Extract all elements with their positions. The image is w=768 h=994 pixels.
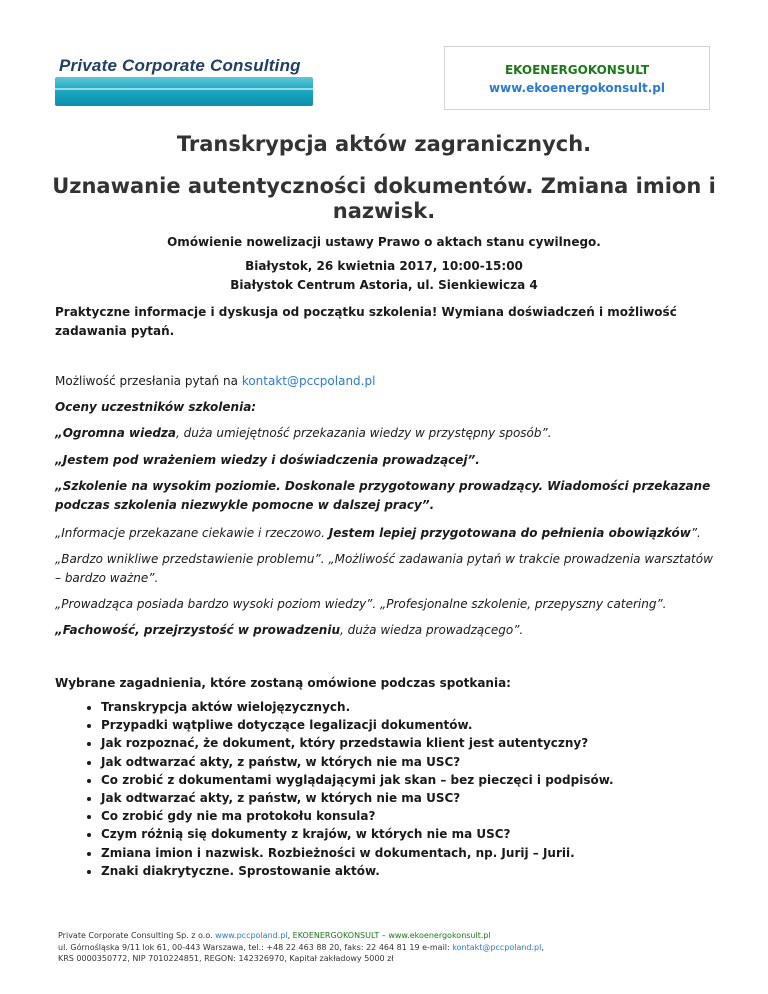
review-3: „Szkolenie na wysokim poziomie. Doskonale przygotowany prowadzący. Wiadomości przekazane podczas szkolenia niezwykle pomocne w dalszej pracy”.: [55, 479, 711, 512]
review-7: [55, 621, 715, 640]
partner-box: [444, 46, 710, 110]
footer-email-link[interactable]: kontakt@pccpoland.pl: [452, 942, 542, 952]
topics-heading: Wybrane zagadnienia, które zostaną omówione podczas spotkania:: [55, 676, 511, 690]
contact-email-link[interactable]: kontakt@pccpoland.pl: [241, 374, 376, 388]
footer-company: Private Corporate Consulting Sp. z o.o.: [58, 931, 216, 940]
logo-text: Private Corporate Consulting: [59, 56, 301, 75]
review-4: [55, 524, 715, 543]
law-subtitle: Omówienie nowelizacji ustawy Prawo o aktach stanu cywilnego.: [167, 235, 601, 249]
list-item: • Czym różnią się dokumenty z krajów, w których nie ma USC?: [101, 825, 761, 843]
questions-line: [55, 372, 715, 391]
footer-line-1: [58, 930, 718, 942]
footer-line-2: [58, 942, 718, 954]
review-5: „Bardzo wnikliwe przedstawienie problemu”. „Możliwość zadawania pytań w trakcie prowadzenia warsztatów – bardzo ważne”.: [55, 552, 713, 585]
logo-wave-graphic: [55, 77, 313, 106]
topics-list: [55, 698, 761, 880]
list-item: • Jak rozpoznać, że dokument, który przedstawia klient jest autentyczny?: [101, 734, 761, 752]
footer-partner: EKOENERGOKONSULT – www.ekoenergokonsult.pl: [292, 931, 491, 940]
review-4-end: ”.: [690, 526, 701, 540]
list-item: • Przypadki wątpliwe dotyczące legalizacji dokumentów.: [101, 716, 761, 734]
review-1-bold: „Ogromna wiedza: [55, 426, 177, 440]
reviews-heading: Oceny uczestników szkolenia:: [55, 400, 257, 414]
partner-name: EKOENERGOKONSULT: [504, 63, 650, 77]
footer-address-end: ,: [541, 942, 544, 952]
list-item: • Jak odtwarzać akty, z państw, w których nie ma USC?: [101, 753, 761, 771]
review-1-rest: , duża umiejętność przekazania wiedzy w przystępny sposób”.: [176, 426, 552, 440]
review-1: [55, 424, 715, 443]
list-item: • Zmiana imion i nazwisk. Rozbieżności w dokumentach, np. Jurij – Jurii.: [101, 844, 761, 862]
list-item: • Znaki diakrytyczne. Sprostowanie aktów.: [101, 862, 761, 880]
footer-site-link[interactable]: www.pccpoland.pl: [215, 931, 288, 940]
list-item: • Jak odtwarzać akty, z państw, w których nie ma USC?: [101, 789, 761, 807]
list-item: • Co zrobić gdy nie ma protokołu konsula?: [101, 807, 761, 825]
header: [55, 46, 710, 110]
review-7-rest: , duża wiedza prowadzącego”.: [340, 623, 524, 637]
footer: [58, 930, 718, 965]
partner-url-link[interactable]: www.ekoenergokonsult.pl: [489, 81, 665, 95]
main-subtitle: Uznawanie autentyczności dokumentów. Zmiana imion i nazwisk.: [52, 174, 716, 223]
event-date: Białystok, 26 kwietnia 2017, 10:00-15:00: [245, 259, 523, 273]
questions-prefix: Możliwość przesłania pytań na: [55, 374, 242, 388]
review-6: „Prowadząca posiada bardzo wysoki poziom wiedzy”. „Profesjonalne szkolenie, przepyszny catering”.: [55, 597, 667, 611]
footer-address: ul. Górnośląska 9/11 lok 61, 00-443 Warszawa, tel.: +48 22 463 88 20, faks: 22 464 81 19 e-mail:: [58, 942, 453, 952]
main-title: Transkrypcja aktów zagranicznych.: [176, 132, 592, 156]
review-4-bold: Jestem lepiej przygotowana do pełnienia obowiązków: [328, 526, 691, 540]
review-2: „Jestem pod wrażeniem wiedzy i doświadczenia prowadzącej”.: [55, 453, 480, 467]
footer-registry: KRS 0000350772, NIP 7010224851, REGON: 142326970, Kapitał zakładowy 5000 zł: [58, 954, 394, 963]
event-location: Białystok Centrum Astoria, ul. Sienkiewicza 4: [230, 278, 538, 292]
company-logo: [55, 56, 313, 106]
list-item: • Co zrobić z dokumentami wyglądającymi jak skan – bez pieczęci i podpisów.: [101, 771, 761, 789]
intro-text: Praktyczne informacje i dyskusja od początku szkolenia! Wymiana doświadczeń i możliwość zadawania pytań.: [55, 305, 677, 338]
review-4-start: „Informacje przekazane ciekawie i rzeczowo.: [55, 526, 329, 540]
footer-separator: ,: [287, 931, 293, 940]
review-7-bold: „Fachowość, przejrzystość w prowadzeniu: [55, 623, 341, 637]
list-item: • Transkrypcja aktów wielojęzycznych.: [101, 698, 761, 716]
